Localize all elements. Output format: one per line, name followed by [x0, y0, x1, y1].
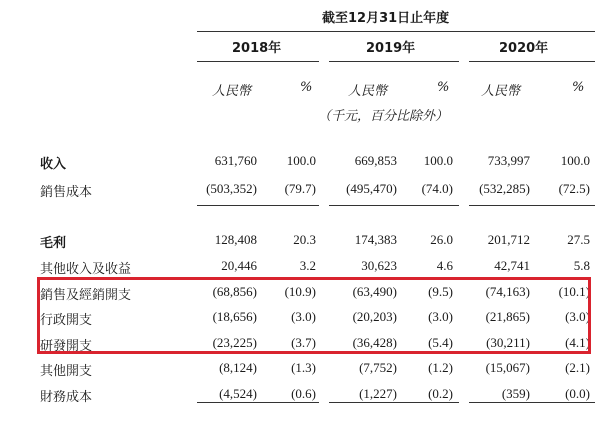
cell-v2018: 128,408 [214, 232, 257, 247]
period-title: 截至12月31日止年度 [322, 11, 450, 26]
cell-p2020: (72.5) [558, 181, 590, 196]
unit-note: （千元，百分比除外） [318, 109, 449, 124]
cell-p2018: (3.7) [291, 335, 316, 350]
row-label: 財務成本 [40, 390, 93, 405]
cost-of-sales-rule-2019 [329, 205, 459, 206]
year-2020-header: 2020年 [499, 41, 549, 56]
finance-cost-rule-2019 [329, 402, 459, 403]
period-title-rule [197, 31, 595, 32]
year-2018-header: 2018年 [232, 41, 282, 56]
cell-v2019: (36,428) [352, 335, 397, 350]
cell-p2020: (2.1) [565, 360, 590, 375]
cell-p2019: (3.0) [428, 309, 453, 324]
cost-of-sales-rule-2018 [197, 205, 319, 206]
cell-p2018: 3.2 [299, 258, 316, 273]
cell-v2020: (359) [501, 386, 530, 401]
cell-v2020: (21,865) [485, 309, 530, 324]
cost-of-sales-rule-2020 [469, 205, 595, 206]
cell-p2019: (74.0) [421, 181, 453, 196]
cell-p2018: 100.0 [286, 153, 316, 168]
row-label: 其他收入及收益 [40, 262, 132, 277]
row-label: 其他開支 [40, 364, 93, 379]
cell-p2020: 27.5 [567, 232, 590, 247]
year-2019-header: 2019年 [366, 41, 416, 56]
cell-v2018: (4,524) [219, 386, 257, 401]
cell-v2019: (1,227) [359, 386, 397, 401]
percent-label-2018: % [300, 80, 313, 95]
cell-v2018: (68,856) [212, 284, 257, 299]
cell-p2018: (3.0) [291, 309, 316, 324]
row-label: 銷售成本 [40, 185, 93, 200]
cell-v2019: 174,383 [354, 232, 397, 247]
row-label: 毛利 [40, 236, 67, 251]
cell-p2019: 100.0 [423, 153, 453, 168]
cell-v2019: (7,752) [359, 360, 397, 375]
expenses-highlight-box [37, 277, 591, 354]
cell-p2020: (10.1) [558, 284, 590, 299]
cell-v2018: (18,656) [212, 309, 257, 324]
year-2018-rule [197, 61, 319, 62]
cell-v2019: (495,470) [346, 181, 397, 196]
percent-label-2020: % [572, 80, 585, 95]
cell-v2020: 42,741 [494, 258, 530, 273]
cell-p2020: (0.0) [565, 386, 590, 401]
row-label: 收入 [40, 157, 67, 172]
cell-p2018: (0.6) [291, 386, 316, 401]
cell-p2018: 20.3 [293, 232, 316, 247]
cell-p2019: (5.4) [428, 335, 453, 350]
cell-p2020: 5.8 [573, 258, 590, 273]
currency-label-2019: 人民幣 [348, 84, 388, 99]
finance-cost-rule-2018 [197, 402, 319, 403]
cell-v2020: (30,211) [486, 335, 530, 350]
cell-p2019: 26.0 [430, 232, 453, 247]
cell-v2020: (74,163) [485, 284, 530, 299]
finance-cost-rule-2020 [469, 402, 595, 403]
cell-v2018: (23,225) [212, 335, 257, 350]
percent-label-2019: % [437, 80, 450, 95]
cell-v2018: (8,124) [219, 360, 257, 375]
cell-v2018: 20,446 [221, 258, 257, 273]
cell-p2018: (10.9) [284, 284, 316, 299]
cell-v2018: (503,352) [206, 181, 257, 196]
cell-p2019: (9.5) [428, 284, 453, 299]
cell-p2019: (0.2) [428, 386, 453, 401]
cell-p2020: (4.1) [565, 335, 590, 350]
cell-v2019: (63,490) [352, 284, 397, 299]
cell-v2019: 669,853 [354, 153, 397, 168]
row-label: 行政開支 [40, 313, 93, 328]
cell-v2019: 30,623 [361, 258, 397, 273]
cell-p2020: 100.0 [560, 153, 590, 168]
row-label: 研發開支 [40, 339, 93, 354]
cell-v2020: (532,285) [479, 181, 530, 196]
cell-v2018: 631,760 [214, 153, 257, 168]
row-label: 銷售及經銷開支 [40, 288, 132, 303]
cell-p2018: (1.3) [291, 360, 316, 375]
year-2019-rule [329, 61, 459, 62]
cell-v2019: (20,203) [352, 309, 397, 324]
currency-label-2020: 人民幣 [481, 84, 521, 99]
cell-v2020: 733,997 [487, 153, 530, 168]
currency-label-2018: 人民幣 [212, 84, 252, 99]
cell-p2019: 4.6 [436, 258, 453, 273]
cell-p2019: (1.2) [428, 360, 453, 375]
cell-v2020: 201,712 [487, 232, 530, 247]
cell-p2020: (3.0) [565, 309, 590, 324]
cell-v2020: (15,067) [485, 360, 530, 375]
year-2020-rule [469, 61, 595, 62]
cell-p2018: (79.7) [284, 181, 316, 196]
